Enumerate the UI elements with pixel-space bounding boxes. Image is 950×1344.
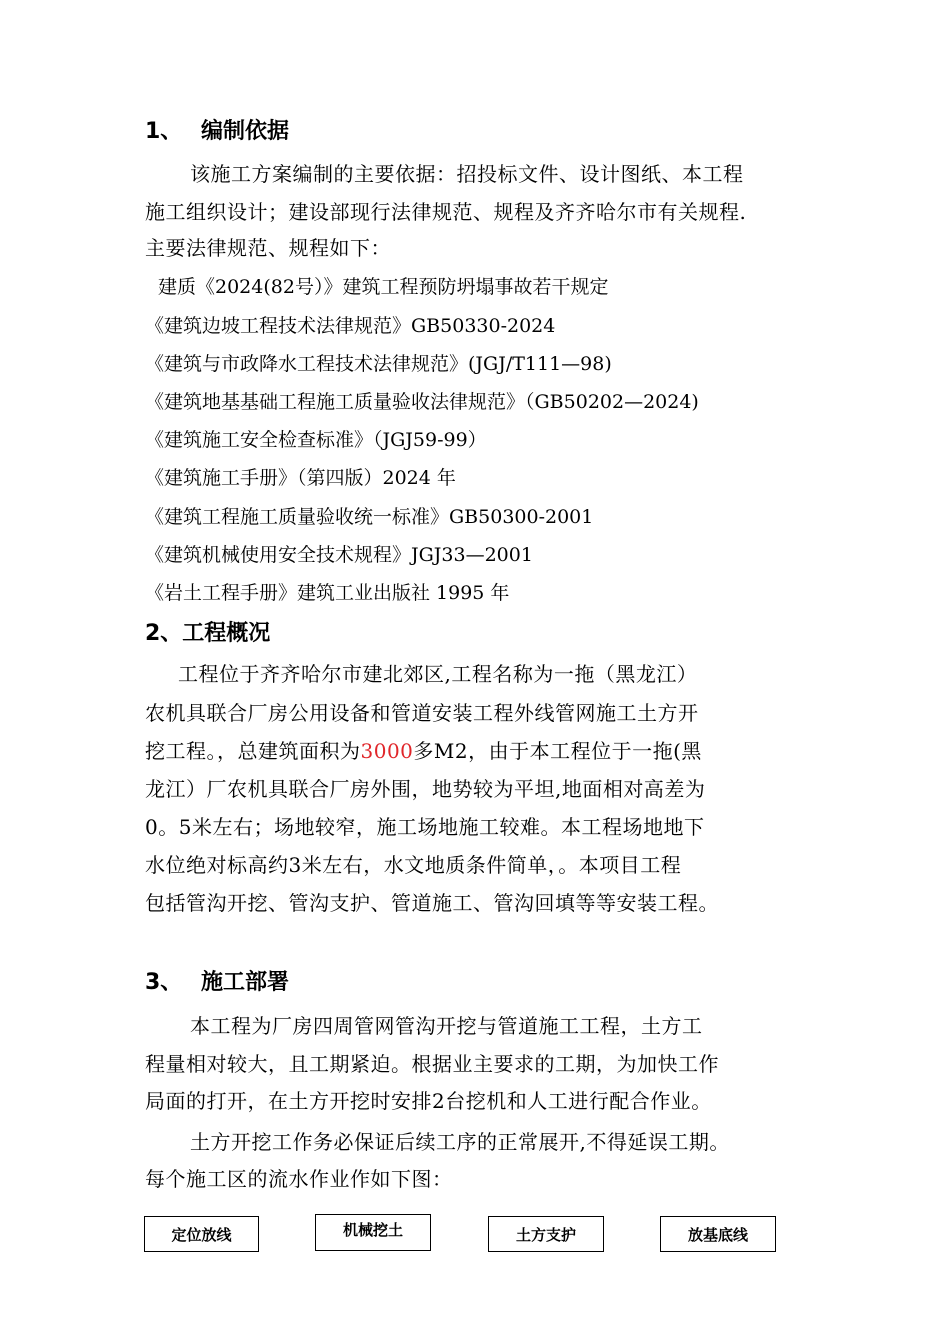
paragraph-line: 程量相对较大，且工期紧迫。根据业主要求的工期，为加快工作: [145, 1052, 719, 1076]
section-3-number: 3、: [145, 970, 183, 995]
reference-item: 《岩土工程手册》建筑工业出版社 1995 年: [145, 582, 510, 604]
flow-step-box: 放基底线: [660, 1216, 776, 1252]
paragraph-line: 包括管沟开挖、管沟支护、管道施工、管沟回填等等安装工程。: [145, 891, 719, 915]
paragraph-line: 0。5米左右；场地较窄，施工场地施工较难。本工程场地地下: [145, 815, 705, 839]
paragraph-line: [145, 734, 702, 768]
reference-item: 《建筑施工手册》（第四版）2024 年: [145, 467, 456, 489]
paragraph-line: 土方开挖工作务必保证后续工序的正常展开,不得延误工期。: [190, 1130, 730, 1154]
paragraph-line: 本工程为厂房四周管网管沟开挖与管道施工工程，土方工: [190, 1014, 703, 1038]
section-1-title: 编制依据: [201, 119, 290, 144]
reference-item: 《建筑施工安全检查标准》（JGJ59-99）: [145, 429, 487, 451]
flow-step-box: 定位放线: [144, 1216, 259, 1252]
flow-step-box: 土方支护: [488, 1216, 604, 1252]
text-span: 挖工程。，总建筑面积为: [145, 739, 361, 763]
section-2-heading: 2、工程概况: [145, 621, 271, 646]
section-1-heading: [145, 117, 289, 147]
paragraph-line: 水位绝对标高约3米左右，水文地质条件简单，。本项目工程: [145, 853, 682, 877]
paragraph-line: 主要法律规范、规程如下：: [145, 236, 391, 260]
reference-item: 建质《2024(82号）》建筑工程预防坍塌事故若干规定: [158, 276, 609, 298]
text-span: 多M2，由于本工程位于一拖(黑: [413, 739, 702, 763]
paragraph-line: 农机具联合厂房公用设备和管道安装工程外线管网施工土方开: [145, 701, 699, 725]
paragraph-line: 该施工方案编制的主要依据：招投标文件、设计图纸、本工程: [190, 162, 744, 186]
reference-item: 《建筑与市政降水工程技术法律规范》(JGJ/T111—98): [145, 353, 612, 375]
section-3-title: 施工部署: [201, 970, 290, 995]
section-3-heading: [145, 968, 289, 998]
paragraph-line: 工程位于齐齐哈尔市建北郊区,工程名称为一拖（黑龙江）: [178, 662, 698, 686]
reference-item: 《建筑边坡工程技术法律规范》GB50330-2024: [145, 315, 556, 337]
paragraph-line: 龙江）厂农机具联合厂房外围，地势较为平坦,地面相对高差为: [145, 777, 706, 801]
paragraph-line: 每个施工区的流水作业作如下图：: [145, 1167, 453, 1191]
reference-item: 《建筑工程施工质量验收统一标准》GB50300-2001: [145, 506, 594, 528]
reference-item: 《建筑地基基础工程施工质量验收法律规范》（GB50202—2024): [145, 391, 699, 413]
section-1-number: 1、: [145, 119, 183, 144]
paragraph-line: 施工组织设计；建设部现行法律规范、规程及齐齐哈尔市有关规程.: [145, 200, 747, 224]
flow-step-box: 机械挖土: [315, 1214, 431, 1251]
area-value: 3000: [360, 739, 414, 763]
paragraph-line: 局面的打开，在土方开挖时安排2台挖机和人工进行配合作业。: [145, 1089, 712, 1113]
reference-item: 《建筑机械使用安全技术规程》JGJ33—2001: [145, 544, 533, 566]
